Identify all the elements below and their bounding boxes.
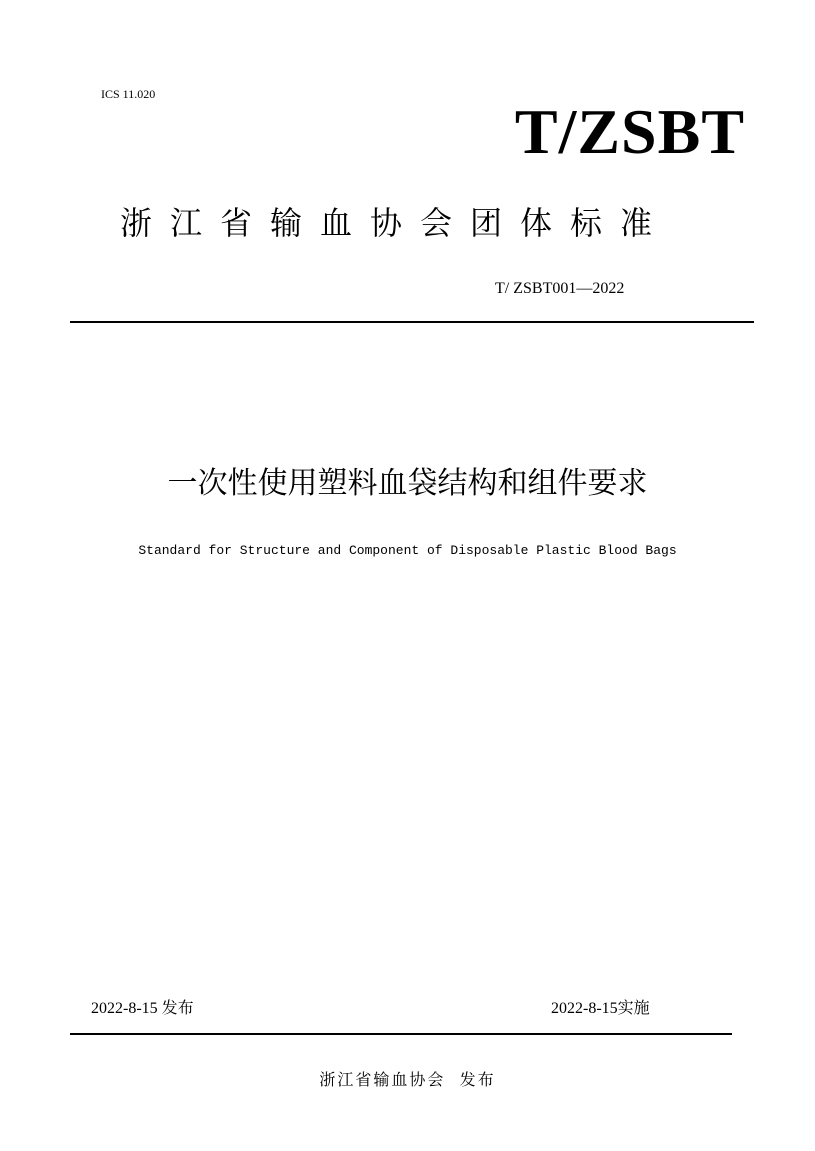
issue-date: 2022-8-15 (91, 1000, 158, 1017)
organization-standard-title: 浙江省输血协会团体标准 (120, 204, 671, 242)
ics-code: ICS 11.020 (101, 87, 156, 101)
implementation-date: 2022-8-15 (551, 1000, 618, 1017)
document-title-english: Standard for Structure and Component of Disposable Plastic Blood Bags (138, 543, 677, 558)
standard-brand-mark: T/ZSBT (514, 96, 745, 167)
standard-number: T/ ZSBT001—2022 (495, 280, 625, 297)
issue-label: 发布 (161, 998, 194, 1017)
issue-date-line (91, 996, 194, 1021)
document-title-chinese: 一次性使用塑料血袋结构和组件要求 (167, 466, 648, 501)
footer-divider (70, 1033, 732, 1035)
implementation-date-line (551, 996, 650, 1021)
header-divider (70, 321, 754, 323)
publisher-line: 浙江省输血协会 发布 (319, 1070, 496, 1089)
implementation-label: 实施 (617, 998, 650, 1017)
